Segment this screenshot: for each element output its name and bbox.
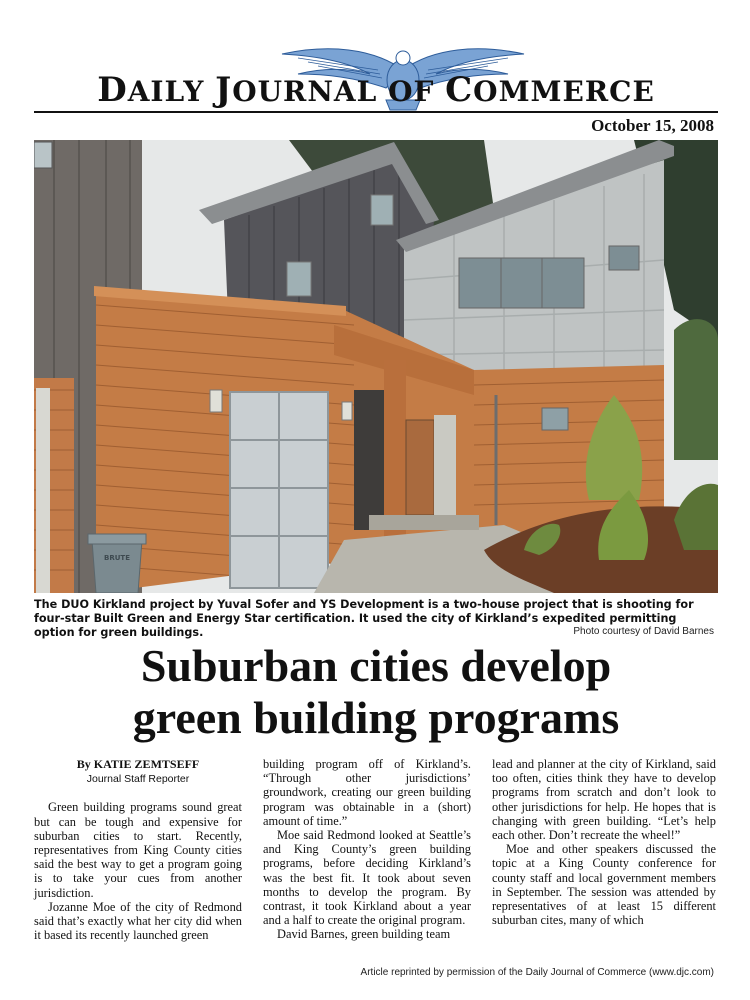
byline: By KATIE ZEMTSEFF	[76, 757, 200, 771]
masthead	[34, 40, 718, 112]
headline-line-1: Suburban cities develop	[140, 640, 612, 691]
house-photo	[34, 140, 718, 593]
photo-caption: The DUO Kirkland project by Yuval Sofer and YS Development is a two-house project that is shooting for four-star Built Green and Energy Star certification. It used the city of Kirkland’s expedited permitting option for green buildings.	[34, 598, 694, 639]
paragraph: Moe and other speakers discussed the topic at a King County conference for county staff and local government members in September. The session was attended by representatives of at least 15 different suburban cites, many of which	[492, 842, 716, 928]
masthead-title: DAILY JOURNAL OF COMMERCE	[97, 70, 655, 110]
paragraph: Moe said Redmond looked at Seattle’s and King County’s green building programs, before deciding Kirkland’s was the best fit. It took about seven months to develop the program. By contrast, it took Kirkland about a year and a half to create the original program.	[263, 828, 471, 928]
photo-credit: Photo courtesy of David Barnes	[573, 626, 714, 637]
paragraph: building program off of Kirkland’s. “Through other jurisdictions’ groundwork, creating our green building program was obtainable in a (short) amount of time.”	[263, 757, 471, 828]
article-column-2	[263, 757, 471, 942]
article-column-1	[34, 757, 242, 942]
author-role: Journal Staff Reporter	[86, 773, 190, 786]
masthead-rule	[34, 111, 718, 113]
paragraph: Green building programs sound great but can be tough and expensive for suburban cities to start. Recently, representatives from King County cities said the best way to get a program going is to take your cues from another jurisdiction.	[34, 800, 242, 900]
reprint-note: Article reprinted by permission of the Daily Journal of Commerce (www.djc.com)	[360, 967, 714, 978]
headline-line-2: green building programs	[132, 692, 620, 743]
issue-date: October 15, 2008	[591, 116, 714, 135]
paragraph: David Barnes, green building team	[277, 927, 451, 942]
paragraph: lead and planner at the city of Kirkland, said too often, cities think they have to develop programs from scratch and don’t look to other jurisdictions for help. He hopes that is changing with green building. “Let’s help each other. Don’t recreate the wheel!”	[492, 757, 716, 843]
article-headline	[34, 640, 718, 744]
article-column-3	[492, 757, 716, 927]
paragraph: Jozanne Moe of the city of Redmond said that’s exactly what her city did when it based its recently launched green	[34, 899, 242, 943]
trash-can-label: BRUTE	[104, 554, 130, 562]
